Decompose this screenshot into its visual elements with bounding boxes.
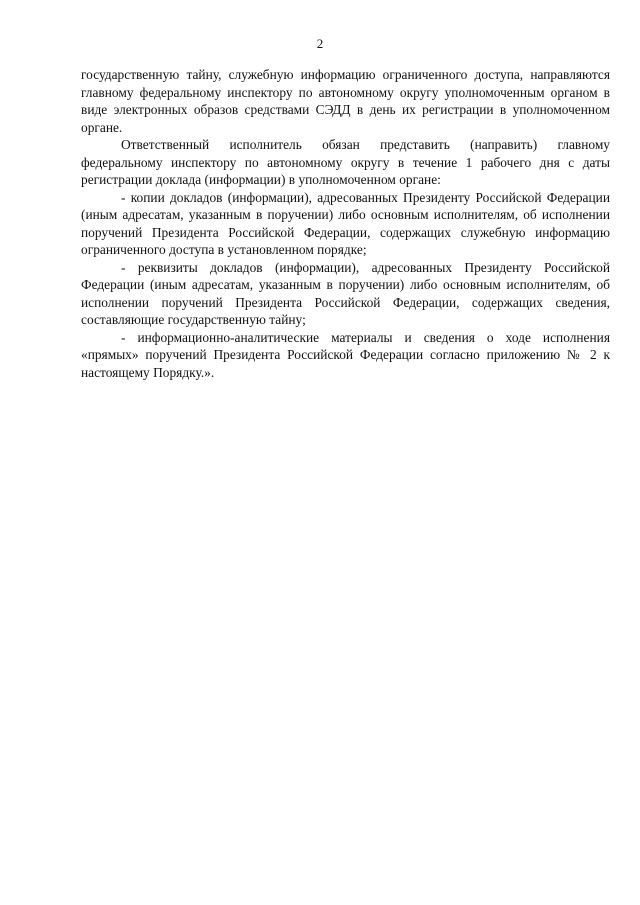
list-item-copies: - копии докладов (информации), адресованных Президенту Российской Федерации (иным адресатам, указанным в поручении) либо основным исполнителям, об исполнении поручений Президента Российской Федерации, содержащих служебную информацию ограниченного доступа в установленном порядке; xyxy=(81,189,610,257)
page-number: 2 xyxy=(316,36,324,51)
paragraph-continuation: государственную тайну, служебную информацию ограниченного доступа, направляются главному федеральному инспектору по автономному округу уполномоченным органом в виде электронных образов средствами СЭДД в день их регистрации в уполномоченном органе. xyxy=(81,67,610,135)
paragraph-obligation: Ответственный исполнитель обязан представить (направить) главному федеральному инспектору по автономному округу в течение 1 рабочего дня с даты регистрации доклада (информации) в уполномоченном органе: xyxy=(81,137,610,187)
list-item-analytics: - информационно-аналитические материалы и сведения о ходе исполнения «прямых» поручений Президента Российской Федерации согласно приложению № 2 к настоящему Порядку.». xyxy=(81,329,610,380)
list-item-requisites: - реквизиты докладов (информации), адресованных Президенту Российской Федерации (иным адресатам, указанным в поручении) либо основным исполнителям, об исполнении поручений Президента Российской Федерации, содержащих сведения, составляющие государственную тайну; xyxy=(81,259,610,327)
document-body xyxy=(81,66,610,381)
